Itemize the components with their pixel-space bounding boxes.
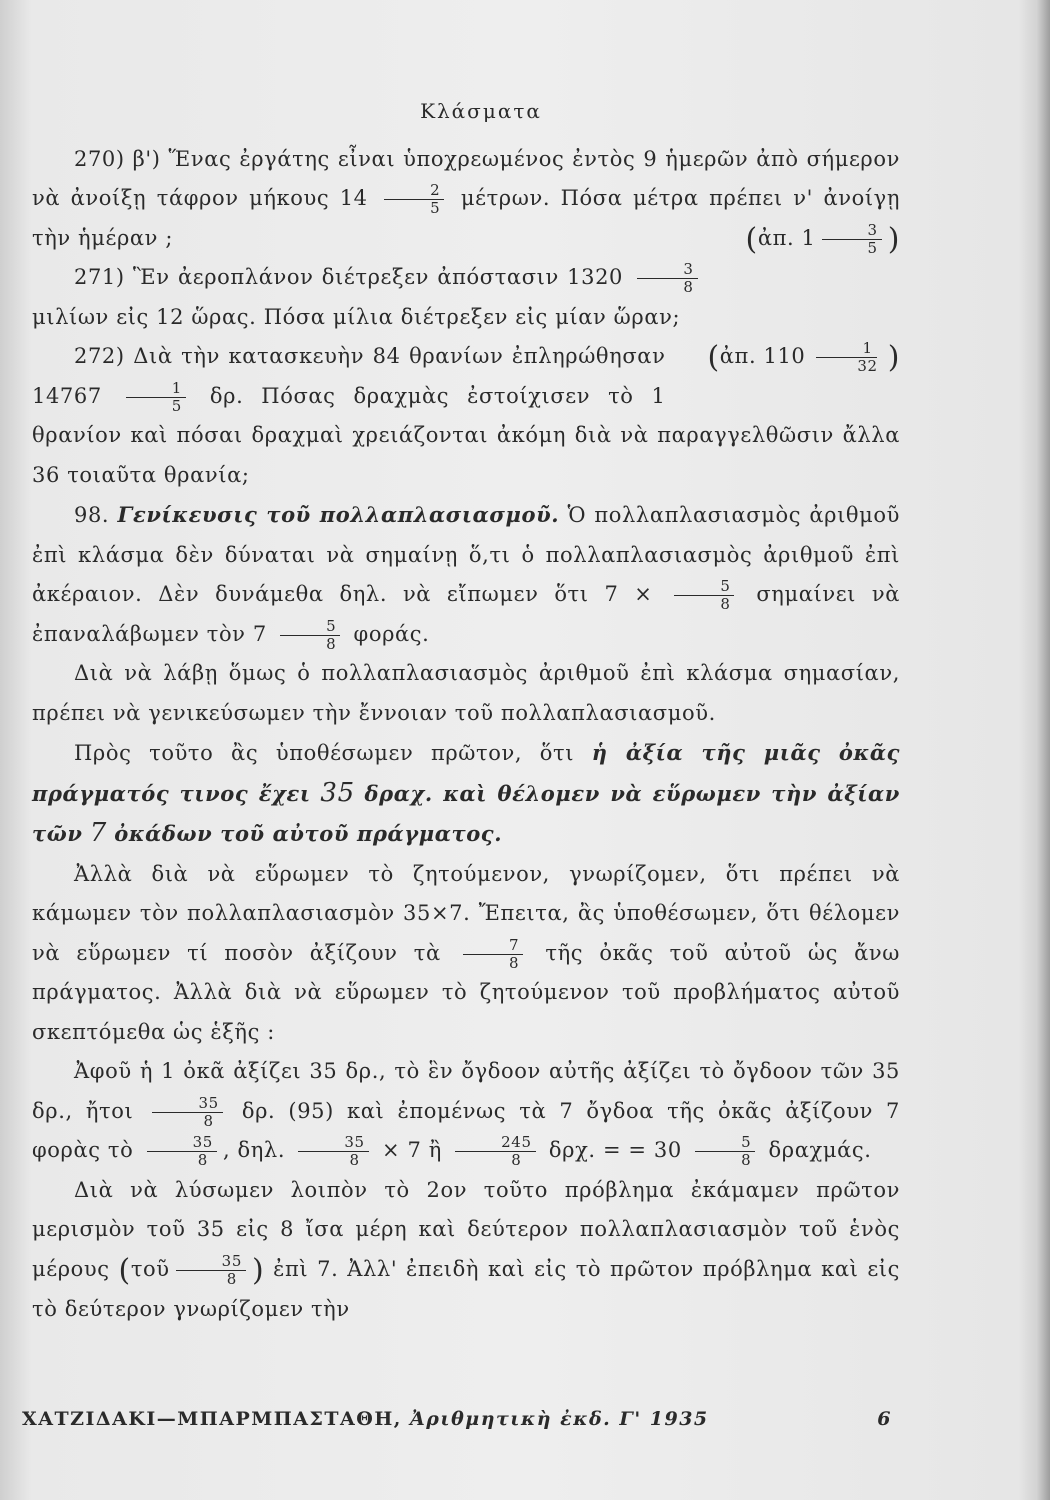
fraction: $\frac{35}{8}$ xyxy=(152,1095,222,1130)
problem-text: Ἓν ἀεροπλάνον διέτρεξεν ἀπόστασιν 1320 xyxy=(133,265,624,289)
problem-text: μέτρων. Πόσα μέτρα πρέπει ν' ἀνοίγῃ τὴν ἡμέραν ; xyxy=(32,186,901,250)
problem-number: 272) xyxy=(74,344,125,368)
section-heading: Γενίκευσις τοῦ πολλαπλασιασμοῦ. xyxy=(117,502,560,527)
paragraph: Πρὸς τοῦτο ἂς ὑποθέσωμεν πρῶτον, ὅτι ἡ ἀξία τῆς μιᾶς ὀκᾶς πράγματός τινος ἔχει 35 δραχ. καὶ θέλομεν νὰ εὕρωμεν τὴν ἀξίαν τῶν 7 ὀκάδων τοῦ αὐτοῦ πράγματος. xyxy=(32,740,900,848)
problem-number: 271) xyxy=(74,265,125,289)
fraction: $\frac{5}{8}$ xyxy=(674,578,734,613)
problem-number: 270) xyxy=(74,146,125,171)
fraction: $\frac{245}{8}$ xyxy=(455,1134,535,1169)
fraction: $\frac{1}{5}$ xyxy=(126,380,186,415)
fraction: $\frac{35}{8}$ xyxy=(298,1134,368,1169)
section-number: 98. xyxy=(74,503,110,527)
fraction: $\frac{35}{8}$ xyxy=(176,1253,246,1288)
page-edge xyxy=(1036,0,1050,1500)
page-footer xyxy=(22,1408,892,1430)
problem-text: δρ. Πόσας δραχμὰς ἐστοίχισεν τὸ 1 θρανίον καὶ πόσαι δραχμαὶ χρειάζονται ἀκόμη διὰ νὰ παραγγελθῶσιν ἄλλα 36 τοιαῦτα θρανία; xyxy=(32,383,900,487)
answer: (ἀπ. 110 $\frac{1}{32}$ ) xyxy=(707,339,900,375)
fraction: $\frac{5}{8}$ xyxy=(695,1134,755,1169)
paragraph: Διὰ νὰ λύσωμεν λοιπὸν τὸ 2ον τοῦτο πρόβλημα ἐκάμαμεν πρῶτον μερισμὸν τοῦ 35 εἰς 8 ἴσα μέρη καὶ δεύτερον πολλαπλασιασμὸν τοῦ ἑνὸς μέρους (τοῦ $\frac{35}{8}$ ) ἐπὶ 7. Ἀλλ' ἐπειδὴ καὶ εἰς τὸ πρῶτον πρόβλημα καὶ εἰς τὸ δεύτερον γνωρίζομεν τὴν xyxy=(32,1177,900,1321)
paragraph: Διὰ νὰ λάβῃ ὅμως ὁ πολλαπλασιασμὸς ἀριθμοῦ ἐπὶ κλάσμα σημασίαν, πρέπει νὰ γενικεύσωμεν τὴν ἔννοιαν τοῦ πολλαπλασιασμοῦ. xyxy=(32,661,900,725)
answer: (ἀπ. 1 $\frac{3}{5}$ ) xyxy=(745,220,900,257)
problem-270 xyxy=(32,140,900,259)
page-number: 6 xyxy=(877,1408,892,1430)
page-title: Κλάσματα xyxy=(420,99,542,123)
fraction: $\frac{5}{8}$ xyxy=(280,618,340,653)
footer-authors: ΧΑΤΖΙΔΑΚΙ—ΜΠΑΡΜΠΑΣΤΑΘΗ, Ἀριθμητικὴ ἐκδ. Γ' 1935 xyxy=(22,1408,709,1430)
paragraph: Ἀλλὰ διὰ νὰ εὕρωμεν τὸ ζητούμενον, γνωρίζομεν, ὅτι πρέπει νὰ κάμωμεν τὸν πολλαπλασιασμὸν 35×7. Ἔπειτα, ἂς ὑποθέσωμεν, ὅτι θέλομεν νὰ εὕρωμεν τί ποσὸν ἀξίζουν τὰ $\frac{7}{8}$ τῆς ὀκᾶς τοῦ αὐτοῦ ὡς ἄνω πράγματος. Ἀλλὰ διὰ νὰ εὕρωμεν τὸ ζητούμενον τοῦ προβλήματος αὐτοῦ σκεπτόμεθα ὡς ἑξῆς : xyxy=(32,861,901,1044)
problem-text: μιλίων εἰς 12 ὥρας. Πόσα μίλια διέτρεξεν εἰς μίαν ὥραν; xyxy=(32,304,681,329)
problem-text: β') Ἕνας ἐργάτης εἶναι ὑποχρεωμένος ἐντὸς 9 ἡμερῶν ἀπὸ σήμερον νὰ ἀνοίξῃ τάφρον μήκους 14 xyxy=(32,146,900,210)
fraction: $\frac{7}{8}$ xyxy=(463,937,523,972)
problem-text: Διὰ τὴν κατασκευὴν 84 θρανίων ἐπληρώθησαν 14767 xyxy=(32,344,666,408)
fraction: $\frac{3}{8}$ xyxy=(637,261,697,296)
section-98: 98. Γενίκευσις τοῦ πολλαπλασιασμοῦ. Ὁ πολλαπλασιασμὸς ἀριθμοῦ ἐπὶ κλάσμα δὲν δύναται νὰ σημαίνῃ ὅ,τι ὁ πολλαπλασιασμὸς ἀριθμοῦ ἐπὶ ἀκέραιον. Δὲν δυνάμεθα δηλ. νὰ εἴπωμεν ὅτι 7 × $\frac{5}{8}$ σημαίνει νὰ ἐπαναλάβωμεν τὸν 7 $\frac{5}{8}$ φοράς. xyxy=(32,502,901,653)
page-text xyxy=(32,92,900,1329)
fraction: $\frac{35}{8}$ xyxy=(147,1134,217,1169)
paragraph: Ἀφοῦ ἡ 1 ὀκᾶ ἀξίζει 35 δρ., τὸ ἓν ὄγδοον αὐτῆς ἀξίζει τὸ ὄγδοον τῶν 35 δρ., ἤτοι $\frac{35}{8}$ δρ. (95) καὶ ἐπομένως τὰ 7 ὄγδοα τῆς ὀκᾶς ἀξίζουν 7 φορὰς τὸ $\frac{35}{8}$ , δηλ. $\frac{35}{8}$ × 7 ἢ $\frac{245}{8}$ δρχ. = = 30 $\frac{5}{8}$ δραχμάς. xyxy=(32,1059,901,1169)
fraction: $\frac{2}{5}$ xyxy=(384,182,444,217)
